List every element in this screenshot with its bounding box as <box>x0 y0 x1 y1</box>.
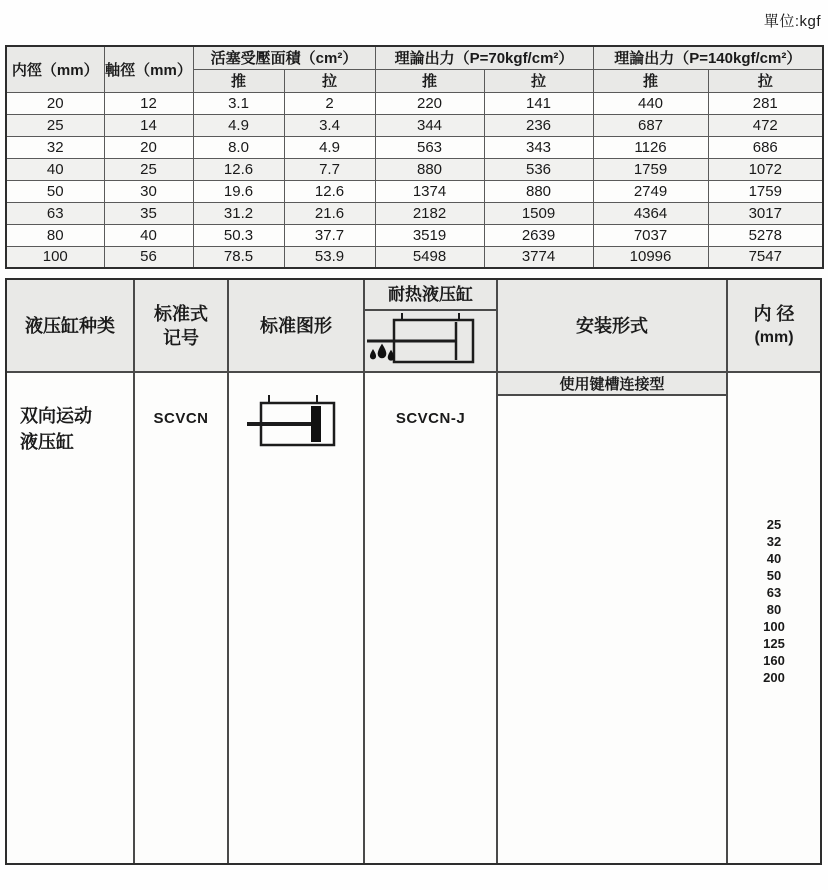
header-standard-figure <box>229 280 365 373</box>
mount-type-label: 使用键槽连接型 <box>559 376 665 393</box>
table-row <box>6 246 823 268</box>
bore-size-item: 32 <box>766 534 782 549</box>
pressure-cell: 7037 <box>593 224 708 246</box>
heat-resistant-label: 耐热液压缸 <box>365 280 496 311</box>
header-bore: 内徑（mm） <box>6 46 104 92</box>
pressure-cell: 35 <box>104 202 193 224</box>
pressure-cell: 536 <box>484 158 593 180</box>
pressure-cell: 1374 <box>375 180 484 202</box>
header-standard-code-line2: 记号 <box>163 327 199 348</box>
pressure-cell: 32 <box>6 136 104 158</box>
pressure-cell: 20 <box>104 136 193 158</box>
header-mounting-style-label: 安装形式 <box>576 315 648 336</box>
pressure-cell: 7547 <box>708 246 823 268</box>
cell-standard-code <box>135 373 229 863</box>
pressure-cell: 12.6 <box>193 158 284 180</box>
pressure-cell: 344 <box>375 114 484 136</box>
pressure-cell: 880 <box>484 180 593 202</box>
pressure-cell: 1072 <box>708 158 823 180</box>
pressure-cell: 12.6 <box>284 180 375 202</box>
pressure-cell: 78.5 <box>193 246 284 268</box>
header-row-groups <box>6 46 823 69</box>
pressure-cell: 25 <box>6 114 104 136</box>
pressure-output-table <box>5 45 824 269</box>
pressure-cell: 440 <box>593 92 708 114</box>
pressure-cell: 3.1 <box>193 92 284 114</box>
pressure-cell: 3.4 <box>284 114 375 136</box>
pressure-cell: 12 <box>104 92 193 114</box>
header-output-70: 理論出力（P=70kgf/cm²） <box>375 46 593 69</box>
cylinder-type-line2: 液压缸 <box>20 432 74 452</box>
header-bore-line2: (mm) <box>754 328 794 346</box>
water-drops-icon <box>370 344 394 361</box>
pressure-cell: 5278 <box>708 224 823 246</box>
pressure-cell: 880 <box>375 158 484 180</box>
header-heat-resistant <box>365 280 498 373</box>
pressure-cell: 220 <box>375 92 484 114</box>
table-row <box>6 136 823 158</box>
header-standard-figure-label: 标准图形 <box>260 315 332 336</box>
standard-code-value: SCVCN <box>153 410 209 427</box>
pressure-cell: 2749 <box>593 180 708 202</box>
header-piston-area: 活塞受壓面積（cm²） <box>193 46 375 69</box>
pressure-cell: 53.9 <box>284 246 375 268</box>
bore-size-item: 63 <box>766 585 782 600</box>
pressure-cell: 4364 <box>593 202 708 224</box>
header-bore-line1: 内 径 <box>753 303 795 324</box>
cylinder-spec-table <box>5 278 822 865</box>
bore-size-item: 40 <box>766 551 782 566</box>
table-row <box>6 224 823 246</box>
pressure-cell: 37.7 <box>284 224 375 246</box>
pressure-cell: 1509 <box>484 202 593 224</box>
header-pull: 拉 <box>484 69 593 92</box>
pressure-cell: 8.0 <box>193 136 284 158</box>
table-row <box>6 114 823 136</box>
pressure-cell: 4.9 <box>284 136 375 158</box>
pressure-cell: 40 <box>104 224 193 246</box>
pressure-cell: 10996 <box>593 246 708 268</box>
header-bore-mm <box>728 280 820 373</box>
bore-size-item: 125 <box>763 636 785 651</box>
bore-size-list <box>728 373 820 686</box>
pressure-cell: 2639 <box>484 224 593 246</box>
pressure-cell: 281 <box>708 92 823 114</box>
header-push: 推 <box>593 69 708 92</box>
pressure-cell: 31.2 <box>193 202 284 224</box>
cylinder-diagram-icon <box>243 395 349 449</box>
header-standard-code <box>135 280 229 373</box>
cylinder-type-line1: 双向运动 <box>20 406 92 426</box>
bore-size-item: 50 <box>766 568 782 583</box>
header-output-140: 理論出力（P=140kgf/cm²） <box>593 46 823 69</box>
bore-size-item: 100 <box>763 619 785 634</box>
pressure-cell: 100 <box>6 246 104 268</box>
mount-type-band <box>498 373 728 396</box>
pressure-cell: 30 <box>104 180 193 202</box>
pressure-cell: 343 <box>484 136 593 158</box>
pressure-cell: 1126 <box>593 136 708 158</box>
pressure-cell: 2182 <box>375 202 484 224</box>
pressure-cell: 14 <box>104 114 193 136</box>
header-cylinder-type <box>7 280 135 373</box>
table-row <box>6 202 823 224</box>
heat-cylinder-diagram <box>365 311 496 371</box>
pressure-cell: 686 <box>708 136 823 158</box>
heat-cylinder-diagram-icon <box>365 312 494 370</box>
pressure-cell: 141 <box>484 92 593 114</box>
pressure-cell: 80 <box>6 224 104 246</box>
heat-code-value: SCVCN-J <box>395 410 466 427</box>
piston-bar <box>311 406 321 442</box>
header-push: 推 <box>375 69 484 92</box>
bore-size-item: 25 <box>766 517 782 532</box>
pressure-cell: 3519 <box>375 224 484 246</box>
pressure-cell: 5498 <box>375 246 484 268</box>
cell-cylinder-type <box>7 373 135 863</box>
pressure-cell: 40 <box>6 158 104 180</box>
header-standard-code-line1: 标准式 <box>154 303 208 324</box>
pressure-cell: 7.7 <box>284 158 375 180</box>
pressure-cell: 50.3 <box>193 224 284 246</box>
bore-size-item: 160 <box>763 653 785 668</box>
cell-mounting-area <box>498 396 728 863</box>
pressure-cell: 563 <box>375 136 484 158</box>
header-pull: 拉 <box>284 69 375 92</box>
unit-label: 單位:kgf <box>763 13 821 30</box>
cell-bore-sizes <box>728 373 820 863</box>
bore-size-item: 80 <box>766 602 782 617</box>
table-row <box>6 92 823 114</box>
pressure-cell: 3774 <box>484 246 593 268</box>
pressure-cell: 1759 <box>708 180 823 202</box>
table-row <box>6 158 823 180</box>
cell-standard-figure <box>229 373 365 863</box>
pressure-cell: 19.6 <box>193 180 284 202</box>
header-pull: 拉 <box>708 69 823 92</box>
pressure-cell: 50 <box>6 180 104 202</box>
header-push: 推 <box>193 69 284 92</box>
pressure-cell: 25 <box>104 158 193 180</box>
pressure-cell: 236 <box>484 114 593 136</box>
pressure-cell: 1759 <box>593 158 708 180</box>
header-cylinder-type-label: 液压缸种类 <box>25 315 115 336</box>
pressure-cell: 21.6 <box>284 202 375 224</box>
header-rod: 軸徑（mm） <box>104 46 193 92</box>
pressure-cell: 472 <box>708 114 823 136</box>
cell-heat-code <box>365 373 498 863</box>
table-row <box>6 180 823 202</box>
bore-size-item: 200 <box>763 670 785 685</box>
pressure-cell: 56 <box>104 246 193 268</box>
pressure-cell: 3017 <box>708 202 823 224</box>
pressure-cell: 4.9 <box>193 114 284 136</box>
pressure-cell: 63 <box>6 202 104 224</box>
pressure-cell: 687 <box>593 114 708 136</box>
pressure-cell: 2 <box>284 92 375 114</box>
header-mounting-style <box>498 280 728 373</box>
pressure-cell: 20 <box>6 92 104 114</box>
